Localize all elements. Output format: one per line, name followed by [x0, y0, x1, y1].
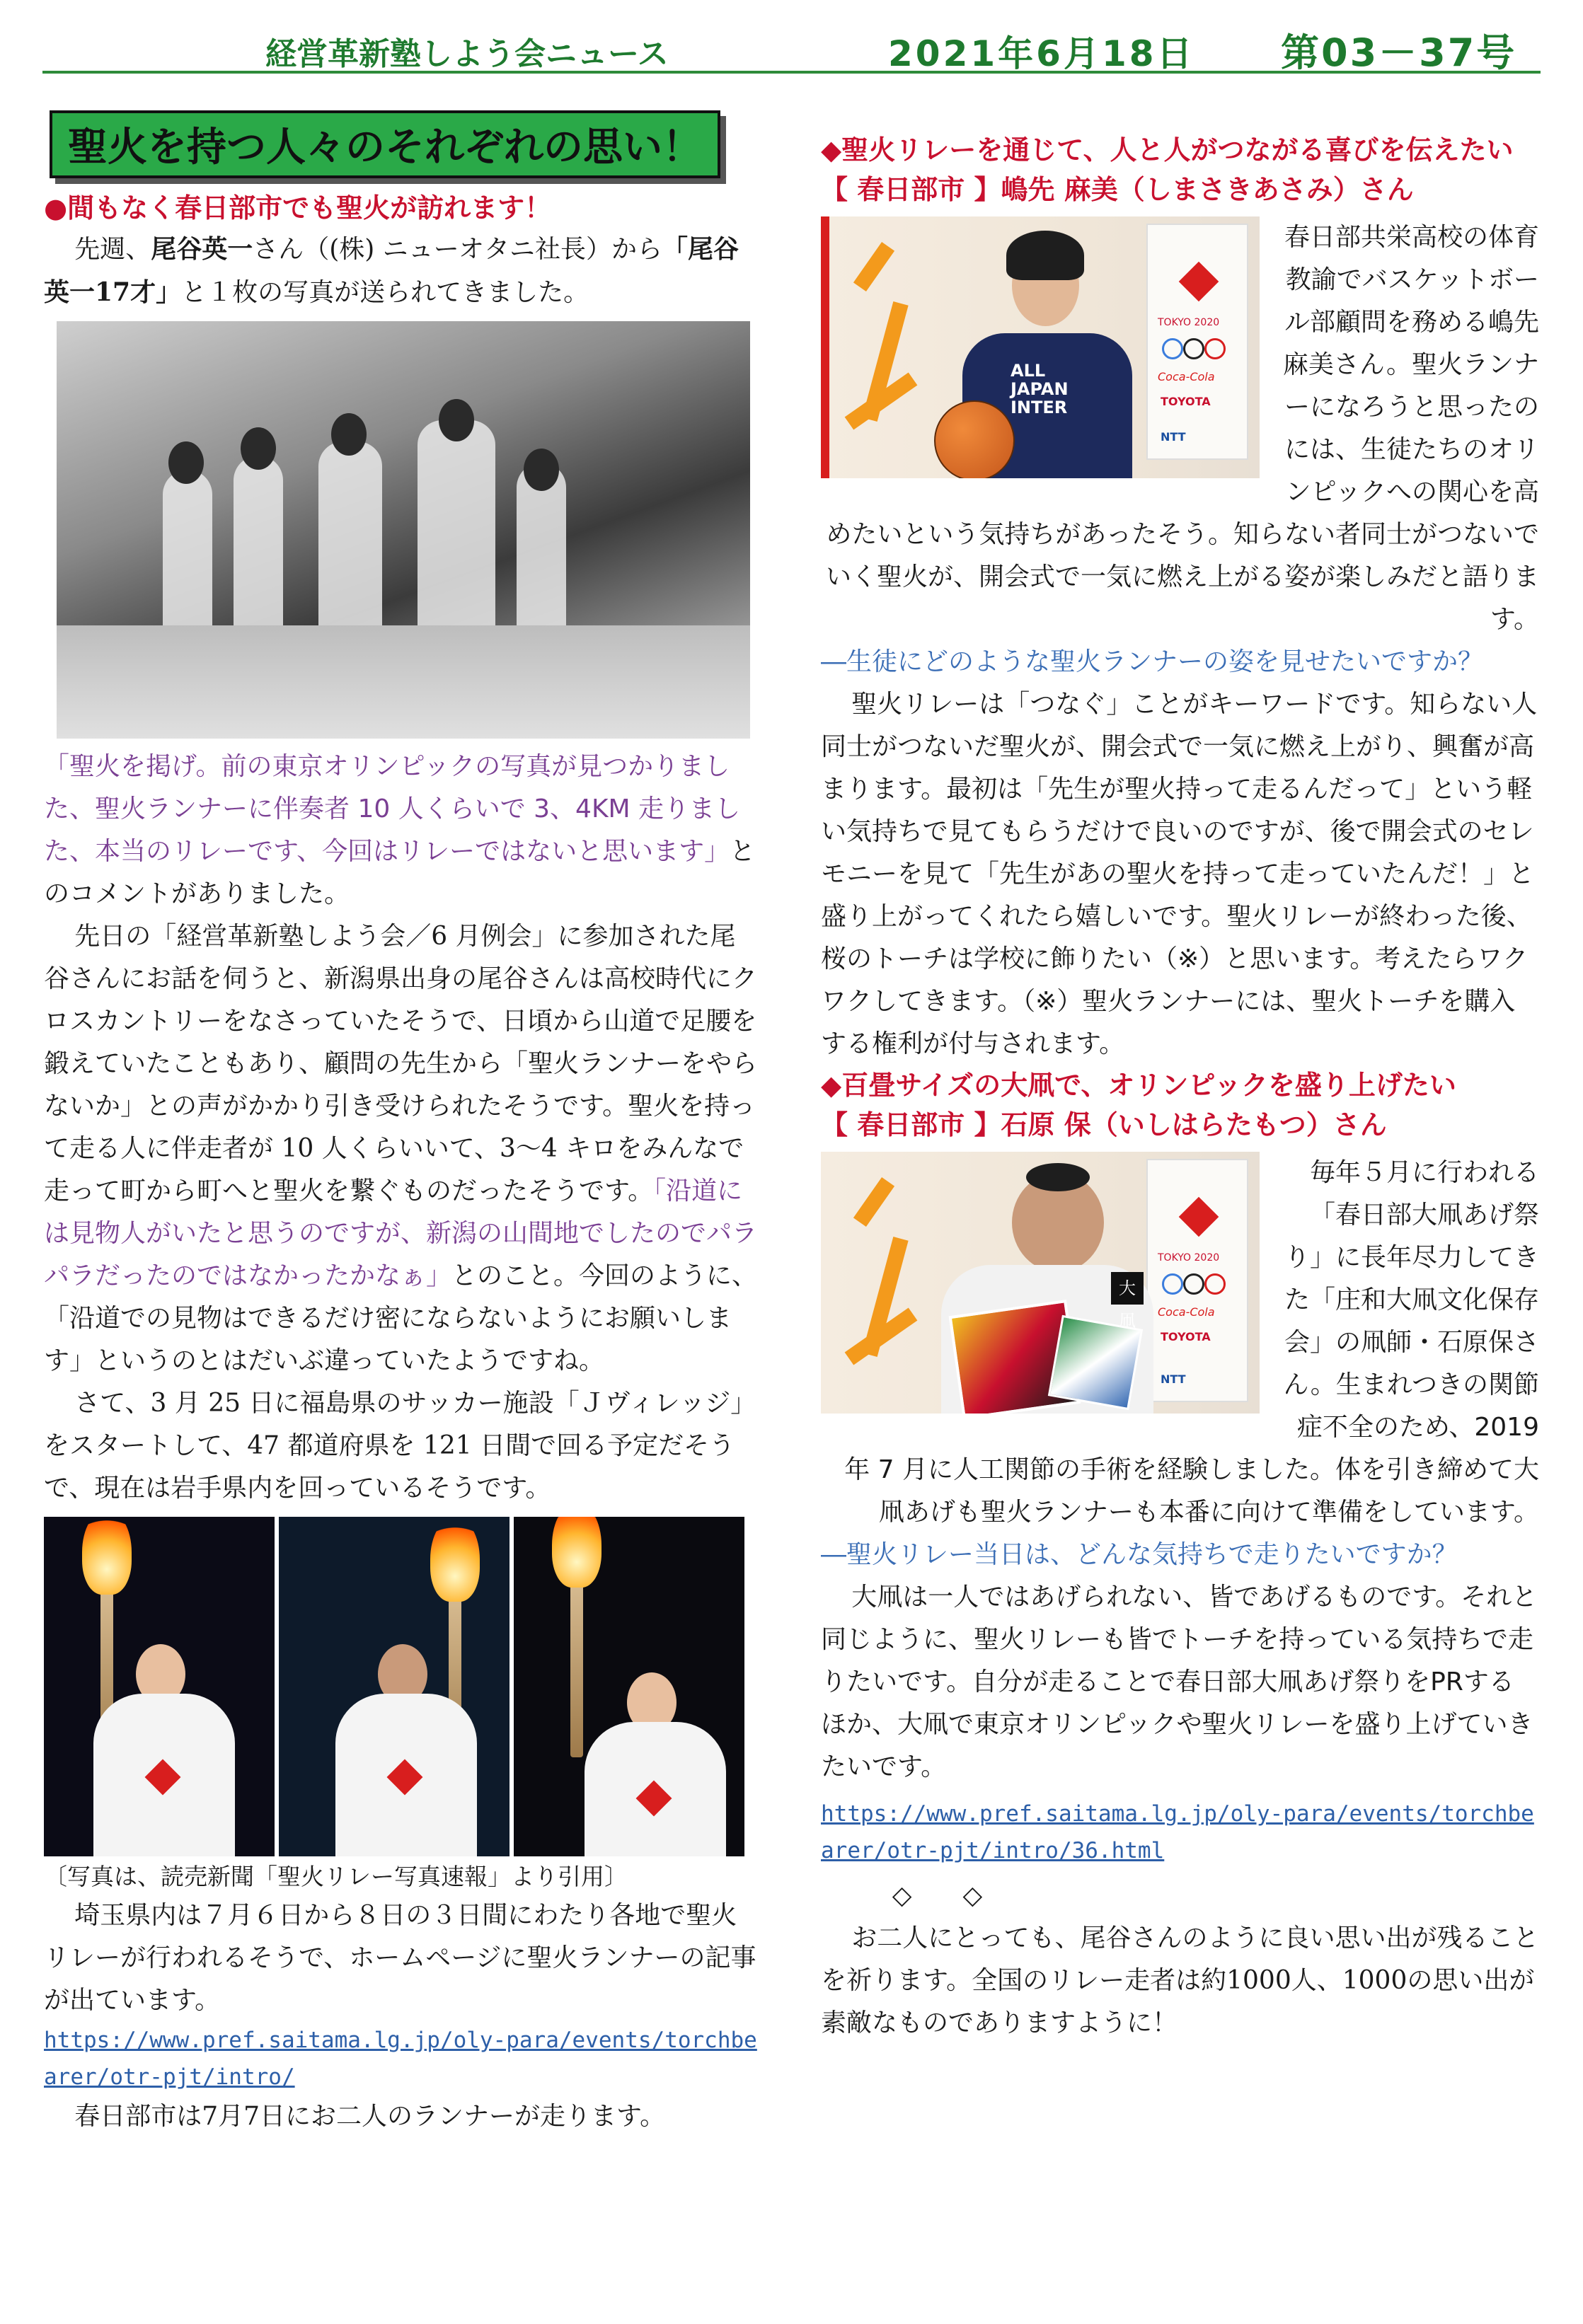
ishihara-question: ―聖火リレー当日は、どんな気持ちで走りたいですか？: [821, 1540, 1458, 1569]
vintage-torch-photo: [57, 321, 750, 739]
kasukabe-paragraph: 春日部市は7月7日にお二人のランナーが走ります。: [74, 2102, 666, 2131]
relay-schedule-paragraph: さて、3 月 25 日に福島県のサッカー施設「Ｊヴィレッジ」をスタートして、47 都道府県を 121 日間で回る予定だそうで、現在は岩手県内を回っているそうです。: [44, 1389, 756, 1503]
runner-photo-1: [44, 1517, 279, 1856]
interview-paragraph: 先日の「経営革新塾しよう会／6 月例会」に参加された尾谷さんにお話を伺うと、新潟県出身の尾谷さんは高校時代にクロスカントリーをなさっていたそうで、日頃から山道で足腰を鍛えていたこともあり、顧問の先生から「聖火ランナーをやらないか」との声がかかり引き受けられたそうです。聖火を持って走る人に伴走者が 10 人くらいいて、3〜4 キロをみんなで走って町から町へと聖火を繋ぐものだったそうです。「沿道には見物人がいたと思うのですが、新潟の山間地でしたのでパラパラだったのではなかったかなぁ」とのこと。今回のように、「沿道での見物はできるだけ密にならないようにお願いします」というのとはだいぶ違っていたようですね。: [44, 922, 758, 1375]
issue-number: 第03－37号: [1281, 30, 1517, 75]
shimasaki-heading: ◆聖火リレーを通じて、人と人がつながる喜びを伝えたい【 春日部市 】嶋先 麻美（しまさきあさみ）さん: [821, 134, 1514, 205]
torch-relay-photos: [44, 1517, 744, 1856]
main-title: 聖火を持つ人々のそれぞれの思い！: [50, 110, 720, 178]
shimasaki-answer: 聖火リレーは「つなぐ」ことがキーワードです。知らない人同士がつないだ聖火が、開会式で一気に燃え上がり、興奮が高まります。最初は「先生が聖火持って走るんだって」という軽い気持ちで見てもらうだけで良いのですが、後で開会式のセレモニーを見て「先生があの聖火を持って走っていたんだ！」と盛り上がってくれたら嬉しいです。聖火リレーが終わった後、桜のトーチは学校に飾りたい（※）と思います。考えたらワクワクしてきます。（※）聖火ランナーには、聖火トーチを購入する権利が付与されます。: [821, 690, 1538, 1058]
ishihara-photo: TOKYO 2020 Coca-Cola TOYOTA NTT 大凧: [821, 1152, 1260, 1414]
runner-photo-2: [279, 1517, 514, 1856]
section-divider: ◇ ◇: [892, 1881, 983, 1910]
issue-date: 2021年6月18日: [888, 33, 1195, 74]
intro-paragraph: 先週、尾谷英一さん（(株) ニューオタニ社長）から「尾谷英一17才」と１枚の写真が送られてきました。: [44, 234, 739, 307]
left-column: [44, 106, 759, 2138]
newsletter-title: 経営革新塾しよう会ニュース: [265, 36, 669, 72]
ishihara-answer: 大凧は一人ではあげられない、皆であげるものです。それと同じように、聖火リレーも皆でトーチを持っている気持ちで走りたいです。自分が走ることで春日部大凧あげ祭りをPRするほか、大凧で東京オリンピックや聖火リレーを盛り上げていきたいです。: [821, 1583, 1538, 1781]
ishihara-heading-line1: ◆百畳サイズの大凧で、オリンピックを盛り上げたい: [821, 1070, 1456, 1101]
saitama-intro-link[interactable]: https://www.pref.saitama.lg.jp/oly-para/events/torchbearer/otr-pjt/intro/: [44, 2028, 757, 2090]
saitama-ishihara-link[interactable]: https://www.pref.saitama.lg.jp/oly-para/events/torchbearer/otr-pjt/intro/36.html: [821, 1801, 1534, 1863]
runner-photo-3: [514, 1517, 744, 1856]
saitama-paragraph: 埼玉県内は７月６日から８日の３日間にわたり各地で聖火リレーが行われるそうで、ホームページに聖火ランナーの記事が出ています。: [44, 1901, 756, 2015]
newsletter-header: [42, 20, 1541, 74]
shimasaki-intro: 春日部共栄高校の体育教諭でバスケットボール部顧問を務める嶋先麻美さん。聖火ランナーになろうと思ったのには、生徒たちのオリンピックへの関心を高めたいという気持ちがあったそう。知らない者同士がつないでいく聖火が、開会式で一気に燃え上がる姿が楽しみだと語ります。: [825, 223, 1539, 634]
shimasaki-question: ―生徒にどのような聖火ランナーの姿を見せたいですか？: [821, 647, 1484, 676]
shimasaki-photo: TOKYO 2020 Coca-Cola TOYOTA NTT ALL JAPAN INTER: [821, 216, 1260, 478]
photo-caption: 〔写真は、読売新聞「聖火リレー写真速報」より引用〕: [44, 1863, 628, 1890]
ishihara-intro: 毎年５月に行われる「春日部大凧あげ祭り」に長年尽力してきた「庄和大凧文化保存会」の凧師・石原保さん。生まれつきの関節症不全のため、2019 年 7 月に人工関節の手術を経験しました。体を引き締めて大凧あげも聖火ランナーも本番に向けて準備をしています。: [844, 1158, 1539, 1527]
ishihara-section: [821, 1152, 1539, 1534]
right-column: [821, 106, 1539, 2045]
shimasaki-section: [821, 216, 1539, 641]
left-subhead: ●間もなく春日部市でも聖火が訪れます！: [44, 192, 552, 224]
olympic-quote: 「聖火を掲げ。前の東京オリンピックの写真が見つかりました、聖火ランナーに伴奏者 10 人くらいで 3、4KM 走りました、本当のリレーです、今回はリレーではないと思います」とのコメントがありました。: [44, 752, 756, 908]
closing-paragraph: お二人にとっても、尾谷さんのように良い思い出が残ることを祈ります。全国のリレー走者は約1000人、1000の思い出が素敵なものでありますように！: [821, 1924, 1539, 2037]
ishihara-heading-line2: 【 春日部市 】石原 保（いしはらたもつ）さん: [821, 1109, 1387, 1140]
